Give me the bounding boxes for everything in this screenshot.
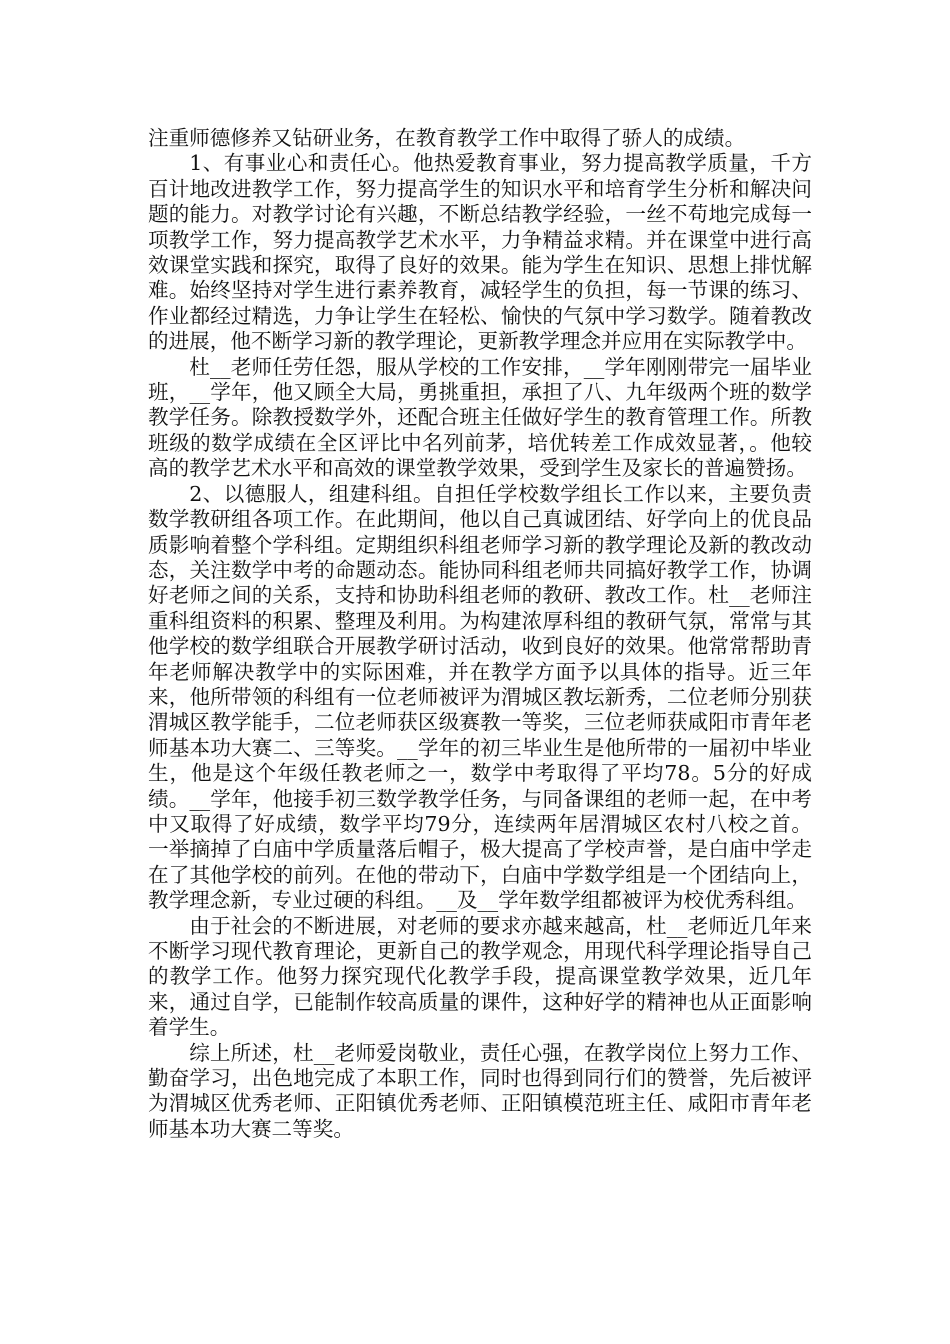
paragraph-workload: 杜__老师任劳任怨，服从学校的工作安排，__学年刚刚带完一届毕业班，__学年，他又顾全大局，勇挑重担，承担了八、九年级两个班的数学教学任务。除教授数学外，还配合班主任做好学生的教育管理工作。所教班级的数学成绩在全区评比中名列前茅，培优转差工作成效显著，。他较高的教学艺术水平和高效的课堂教学效果，受到学生及家长的普遍赞扬。 [148, 354, 812, 481]
paragraph-self-study: 由于社会的不断进展，对老师的要求亦越来越高，杜__老师近几年来不断学习现代教育理论，更新自己的教学观念，用现代科学理论指导自己的教学工作。他努力探究现代化教学手段，提高课堂教学效果，近几年来，通过自学，已能制作较高质量的课件，这种好学的精神也从正面影响着学生。 [148, 913, 812, 1040]
paragraph-dedication: 1、有事业心和责任心。他热爱教育事业，努力提高教学质量，千方百计地改进教学工作，努力提高学生的知识水平和培育学生分析和解决问题的能力。对教学讨论有兴趣，不断总结教学经验，一丝不苟地完成每一项教学工作，努力提高教学艺术水平，力争精益求精。并在课堂中进行高效课堂实践和探究，取得了良好的效果。能为学生在知识、思想上排忧解难。始终坚持对学生进行素养教育，减轻学生的负担，每一节课的练习、作业都经过精选，力争让学生在轻松、愉快的气氛中学习数学。随着教改的进展，他不断学习新的教学理论，更新教学理念并应用在实际教学中。 [148, 151, 812, 354]
document-body [148, 126, 812, 1142]
paragraph-team-leadership: 2、以德服人，组建科组。自担任学校数学组长工作以来，主要负责数学教研组各项工作。在此期间，他以自己真诚团结、好学向上的优良品质影响着整个学科组。定期组织科组老师学习新的教学理论及新的教改动态，关注数学中考的命题动态。能协同科组老师共同搞好教学工作，协调好老师之间的关系，支持和协助科组老师的教研、教改工作。杜__老师注重科组资料的积累、整理及利用。为构建浓厚科组的教研气氛，常常与其他学校的数学组联合开展教学研讨活动，收到良好的效果。他常常帮助青年老师解决教学中的实际困难，并在教学方面予以具体的指导。近三年来，他所带领的科组有一位老师被评为渭城区教坛新秀，二位老师分别获渭城区教学能手，二位老师获区级赛教一等奖，三位老师获咸阳市青年老师基本功大赛二、三等奖。__学年的初三毕业生是他所带的一届初中毕业生，他是这个年级任教老师之一，数学中考取得了平均78。5分的好成绩。__学年，他接手初三数学教学任务，与同备课组的老师一起，在中考中又取得了好成绩，数学平均79分，连续两年居渭城区农村八校之首。一举摘掉了白庙中学质量落后帽子，极大提高了学校声誉，是白庙中学走在了其他学校的前列。在他的带动下，白庙中学数学组是一个团结向上，教学理念新，专业过硬的科组。__及__学年数学组都被评为校优秀科组。 [148, 481, 812, 913]
paragraph-summary: 综上所述，杜__老师爱岗敬业，责任心强，在教学岗位上努力工作、勤奋学习，出色地完成了本职工作，同时也得到同行们的赞誉，先后被评为渭城区优秀老师、正阳镇优秀老师、正阳镇模范班主任、咸阳市青年老师基本功大赛二等奖。 [148, 1040, 812, 1141]
paragraph-intro-continuation: 注重师德修养又钻研业务，在教育教学工作中取得了骄人的成绩。 [148, 126, 746, 150]
